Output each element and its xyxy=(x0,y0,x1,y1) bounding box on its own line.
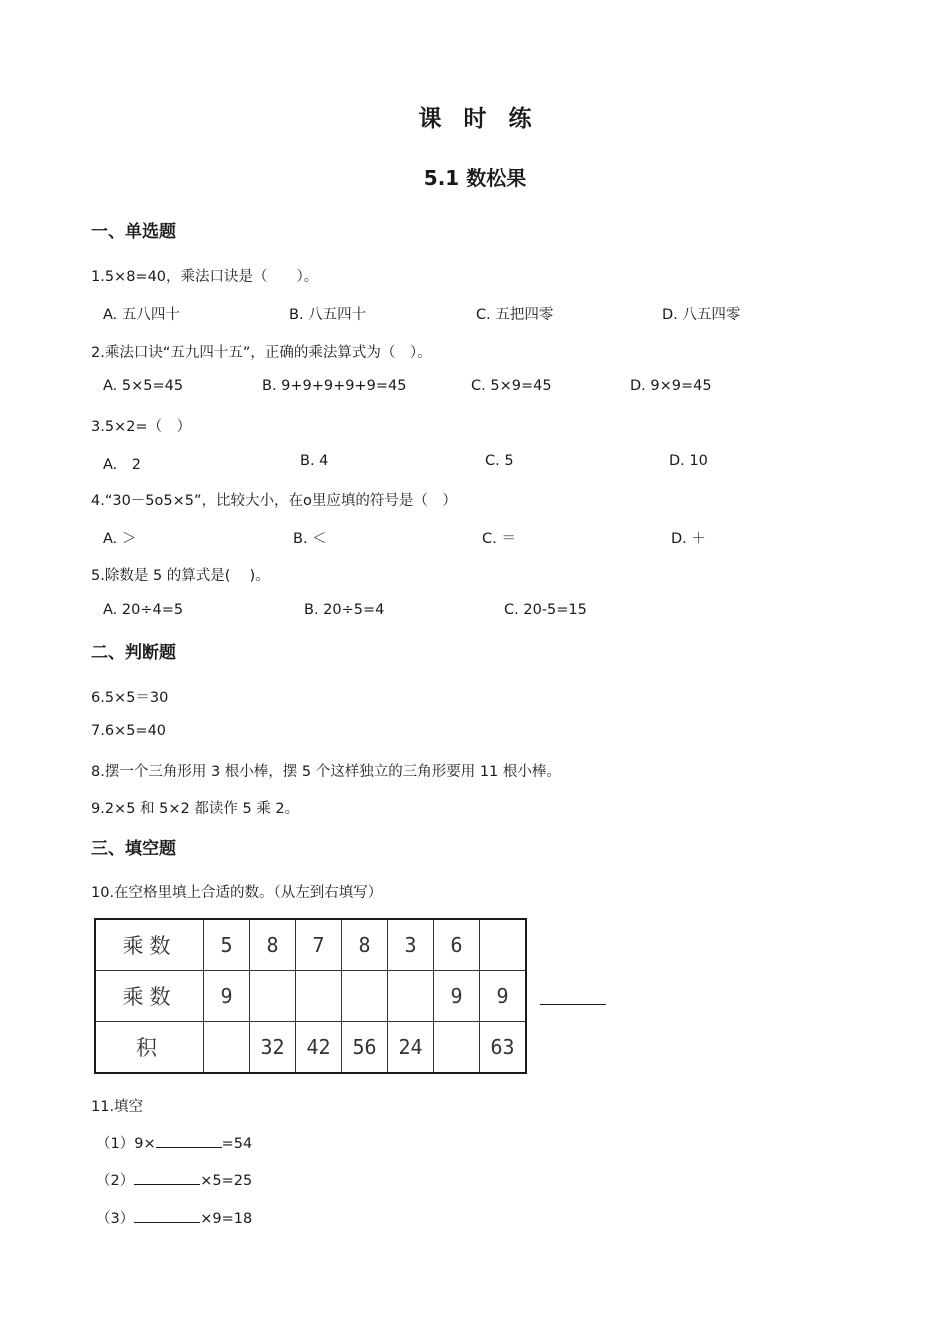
q11-item-suffix: ×5=25 xyxy=(200,1173,253,1189)
table-cell: 9 xyxy=(480,971,527,1022)
question-5: 5.除数是 5 的算式是( )。 xyxy=(91,568,270,584)
answer-blank xyxy=(134,1172,200,1185)
table-cell xyxy=(342,971,388,1022)
section-heading-single-choice: 一、单选题 xyxy=(91,222,176,242)
table-cell: 56 xyxy=(342,1022,388,1074)
q5-option-a: A. 20÷4=5 xyxy=(103,602,184,618)
row-label: 乘数 xyxy=(95,971,204,1022)
table-cell: 8 xyxy=(342,919,388,971)
q5-option-b: B. 20÷5=4 xyxy=(304,602,385,618)
q3-option-c: C. 5 xyxy=(485,453,514,469)
q2-option-d: D. 9×9=45 xyxy=(630,378,712,394)
table-cell: 9 xyxy=(434,971,480,1022)
q3-option-b: B. 4 xyxy=(300,453,329,469)
q11-item-prefix: （1）9× xyxy=(96,1136,156,1152)
q11-item-prefix: （3） xyxy=(96,1211,135,1227)
table-cell xyxy=(388,971,434,1022)
q2-option-a: A. 5×5=45 xyxy=(103,378,184,394)
table-cell xyxy=(204,1022,250,1074)
table-cell: 7 xyxy=(296,919,342,971)
question-10: 10.在空格里填上合适的数。（从左到右填写） xyxy=(91,885,383,901)
question-11: 11.填空 xyxy=(91,1099,144,1115)
table-cell xyxy=(480,919,527,971)
q3-option-d: D. 10 xyxy=(669,453,708,469)
answer-blank xyxy=(156,1135,222,1148)
question-9: 9.2×5 和 5×2 都读作 5 乘 2。 xyxy=(91,801,300,817)
q4-option-c: C. ＝ xyxy=(482,531,516,547)
row-label: 积 xyxy=(95,1022,204,1074)
table-cell: 24 xyxy=(388,1022,434,1074)
table-row xyxy=(95,1022,526,1074)
table-cell: 3 xyxy=(388,919,434,971)
q2-option-b: B. 9+9+9+9+9=45 xyxy=(262,378,407,394)
question-3: 3.5×2=（ ） xyxy=(91,419,192,435)
table-row xyxy=(95,919,526,971)
q11-item-suffix: ×9=18 xyxy=(200,1211,253,1227)
question-6: 6.5×5＝30 xyxy=(91,690,169,706)
table-cell xyxy=(296,971,342,1022)
table-cell: 8 xyxy=(250,919,296,971)
q11-item-prefix: （2） xyxy=(96,1173,135,1189)
section-heading-true-false: 二、判断题 xyxy=(91,643,176,663)
table-row xyxy=(95,971,526,1022)
q4-option-b: B. ＜ xyxy=(293,531,327,547)
q1-option-a: A. 五八四十 xyxy=(103,307,180,323)
table-cell: 9 xyxy=(204,971,250,1022)
q1-option-c: C. 五把四零 xyxy=(476,307,554,323)
section-heading-fill-in: 三、填空题 xyxy=(91,839,176,859)
q11-item-1 xyxy=(96,1132,252,1153)
q11-item-3 xyxy=(96,1207,252,1228)
q5-option-c: C. 20-5=15 xyxy=(504,602,587,618)
table-cell xyxy=(250,971,296,1022)
row-label: 乘数 xyxy=(95,919,204,971)
question-7: 7.6×5=40 xyxy=(91,723,167,739)
table-cell: 5 xyxy=(204,919,250,971)
document-subtitle: 5.1 数松果 xyxy=(423,166,527,190)
question-1: 1.5×8=40，乘法口诀是（ ）。 xyxy=(91,269,319,285)
table-cell: 63 xyxy=(480,1022,527,1074)
answer-blank-line xyxy=(540,1004,606,1005)
table-cell: 42 xyxy=(296,1022,342,1074)
question-2: 2.乘法口诀“五九四十五”，正确的乘法算式为（ ）。 xyxy=(91,345,432,361)
table-cell: 6 xyxy=(434,919,480,971)
answer-blank xyxy=(134,1210,200,1223)
question-8: 8.摆一个三角形用 3 根小棒，摆 5 个这样独立的三角形要用 11 根小棒。 xyxy=(91,764,561,780)
q4-option-a: A. ＞ xyxy=(103,531,137,547)
q1-option-d: D. 八五四零 xyxy=(662,307,741,323)
q1-option-b: B. 八五四十 xyxy=(289,307,367,323)
question-4: 4.“30－5o5×5”，比较大小，在o里应填的符号是（ ） xyxy=(91,493,457,509)
multiplication-table xyxy=(94,918,527,1074)
q11-item-2 xyxy=(96,1169,252,1190)
q4-option-d: D. ＋ xyxy=(671,531,706,547)
q2-option-c: C. 5×9=45 xyxy=(471,378,552,394)
q3-option-a: A. 2 xyxy=(103,457,141,473)
table-cell xyxy=(434,1022,480,1074)
q11-item-suffix: =54 xyxy=(221,1136,253,1152)
table-cell: 32 xyxy=(250,1022,296,1074)
document-title: 课时练 xyxy=(418,106,554,132)
